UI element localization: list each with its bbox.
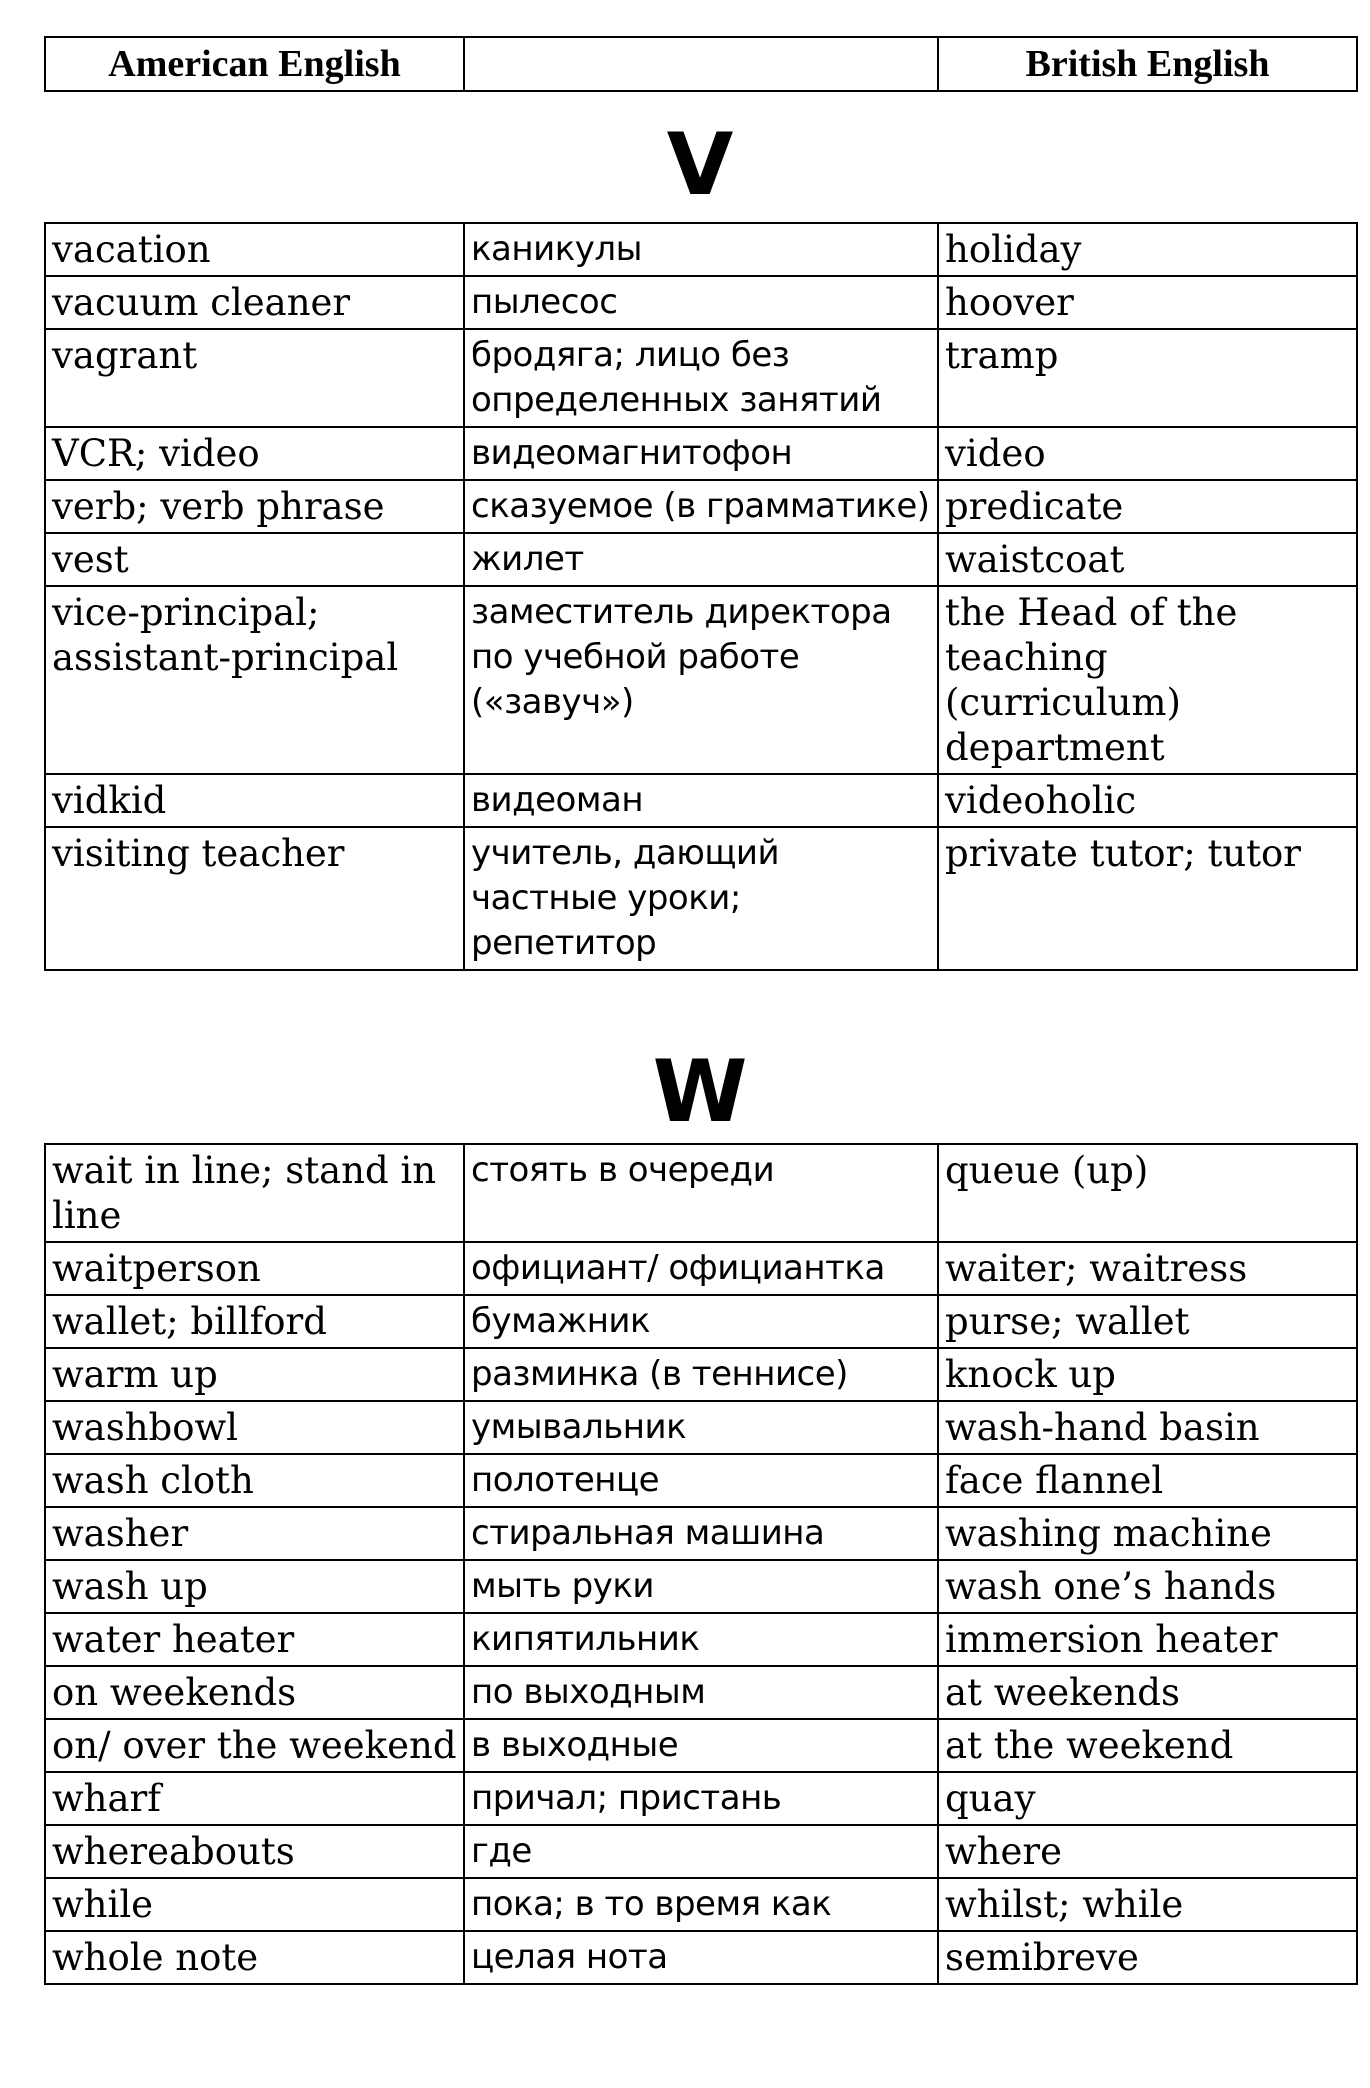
british-term: waiter; waitress: [938, 1242, 1357, 1295]
british-term: quay: [938, 1772, 1357, 1825]
american-term: visiting teacher: [45, 827, 464, 970]
table-row: [45, 1878, 1357, 1931]
table-row: [45, 223, 1357, 276]
american-term: wait in line; stand in line: [45, 1144, 464, 1242]
american-term: water heater: [45, 1613, 464, 1666]
american-term: warm up: [45, 1348, 464, 1401]
glossary-table-v: [44, 222, 1358, 971]
table-row: [45, 1931, 1357, 1984]
header-british-english: British English: [938, 37, 1357, 91]
american-term: VCR; video: [45, 427, 464, 480]
russian-translation: стоять в очереди: [464, 1144, 938, 1242]
header-russian-blank: [464, 37, 938, 91]
table-row: [45, 1507, 1357, 1560]
russian-translation: стиральная машина: [464, 1507, 938, 1560]
table-row: [45, 586, 1357, 774]
british-term: washing machine: [938, 1507, 1357, 1560]
russian-translation: официант/ официантка: [464, 1242, 938, 1295]
russian-translation: целая нота: [464, 1931, 938, 1984]
british-term: the Head of the teaching (curriculum) department: [938, 586, 1357, 774]
british-term: semibreve: [938, 1931, 1357, 1984]
american-term: verb; verb phrase: [45, 480, 464, 533]
russian-translation: полотенце: [464, 1454, 938, 1507]
russian-translation: где: [464, 1825, 938, 1878]
russian-translation: жилет: [464, 533, 938, 586]
russian-translation: мыть руки: [464, 1560, 938, 1613]
american-term: waitperson: [45, 1242, 464, 1295]
table-row: [45, 480, 1357, 533]
american-term: washer: [45, 1507, 464, 1560]
russian-translation: умывальник: [464, 1401, 938, 1454]
american-term: wash cloth: [45, 1454, 464, 1507]
table-row: [45, 1825, 1357, 1878]
column-header-table: [44, 36, 1358, 92]
british-term: tramp: [938, 329, 1357, 427]
section-letter-v: V: [666, 115, 734, 215]
russian-translation: каникулы: [464, 223, 938, 276]
table-row: [45, 276, 1357, 329]
russian-translation: в выходные: [464, 1719, 938, 1772]
table-row: [45, 1560, 1357, 1613]
american-term: while: [45, 1878, 464, 1931]
russian-translation: пока; в то время как: [464, 1878, 938, 1931]
british-term: at the weekend: [938, 1719, 1357, 1772]
russian-translation: заместитель директора по учебной работе («завуч»): [464, 586, 938, 774]
russian-translation: разминка (в теннисе): [464, 1348, 938, 1401]
table-row: [45, 827, 1357, 970]
british-term: whilst; while: [938, 1878, 1357, 1931]
russian-translation: пылесос: [464, 276, 938, 329]
glossary-rows-w: [45, 1144, 1357, 1984]
russian-translation: бумажник: [464, 1295, 938, 1348]
british-term: private tutor; tutor: [938, 827, 1357, 970]
american-term: washbowl: [45, 1401, 464, 1454]
british-term: holiday: [938, 223, 1357, 276]
column-header-row: [45, 37, 1357, 91]
russian-translation: кипятильник: [464, 1613, 938, 1666]
dictionary-page: [44, 36, 1356, 1985]
british-term: videoholic: [938, 774, 1357, 827]
british-term: hoover: [938, 276, 1357, 329]
american-term: vidkid: [45, 774, 464, 827]
british-term: face flannel: [938, 1454, 1357, 1507]
table-row: [45, 1348, 1357, 1401]
table-row: [45, 1144, 1357, 1242]
american-term: vacuum cleaner: [45, 276, 464, 329]
british-term: wash-hand basin: [938, 1401, 1357, 1454]
american-term: wharf: [45, 1772, 464, 1825]
header-american-english: American English: [45, 37, 464, 91]
russian-translation: учитель, дающий частные уроки; репетитор: [464, 827, 938, 970]
american-term: vacation: [45, 223, 464, 276]
british-term: queue (up): [938, 1144, 1357, 1242]
table-row: [45, 774, 1357, 827]
british-term: video: [938, 427, 1357, 480]
american-term: wallet; billford: [45, 1295, 464, 1348]
glossary-rows-v: [45, 223, 1357, 970]
british-term: at weekends: [938, 1666, 1357, 1719]
table-row: [45, 1772, 1357, 1825]
american-term: whereabouts: [45, 1825, 464, 1878]
glossary-table-w: [44, 1143, 1358, 1985]
table-row: [45, 1454, 1357, 1507]
table-row: [45, 1295, 1357, 1348]
american-term: vest: [45, 533, 464, 586]
table-row: [45, 427, 1357, 480]
british-term: wash one’s hands: [938, 1560, 1357, 1613]
british-term: waistcoat: [938, 533, 1357, 586]
table-row: [45, 1401, 1357, 1454]
british-term: predicate: [938, 480, 1357, 533]
american-term: whole note: [45, 1931, 464, 1984]
british-term: where: [938, 1825, 1357, 1878]
british-term: knock up: [938, 1348, 1357, 1401]
american-term: vagrant: [45, 329, 464, 427]
american-term: wash up: [45, 1560, 464, 1613]
table-row: [45, 1719, 1357, 1772]
russian-translation: сказуемое (в грамматике): [464, 480, 938, 533]
table-row: [45, 1242, 1357, 1295]
american-term: vice-principal; assistant-principal: [45, 586, 464, 774]
table-row: [45, 1613, 1357, 1666]
british-term: purse; wallet: [938, 1295, 1357, 1348]
table-row: [45, 533, 1357, 586]
american-term: on/ over the weekend: [45, 1719, 464, 1772]
section-letter-w: W: [652, 1042, 748, 1142]
table-row: [45, 1666, 1357, 1719]
table-row: [45, 329, 1357, 427]
russian-translation: по выходным: [464, 1666, 938, 1719]
russian-translation: бродяга; лицо без определенных занятий: [464, 329, 938, 427]
american-term: on weekends: [45, 1666, 464, 1719]
british-term: immersion heater: [938, 1613, 1357, 1666]
russian-translation: видеоман: [464, 774, 938, 827]
russian-translation: причал; пристань: [464, 1772, 938, 1825]
russian-translation: видеомагнитофон: [464, 427, 938, 480]
